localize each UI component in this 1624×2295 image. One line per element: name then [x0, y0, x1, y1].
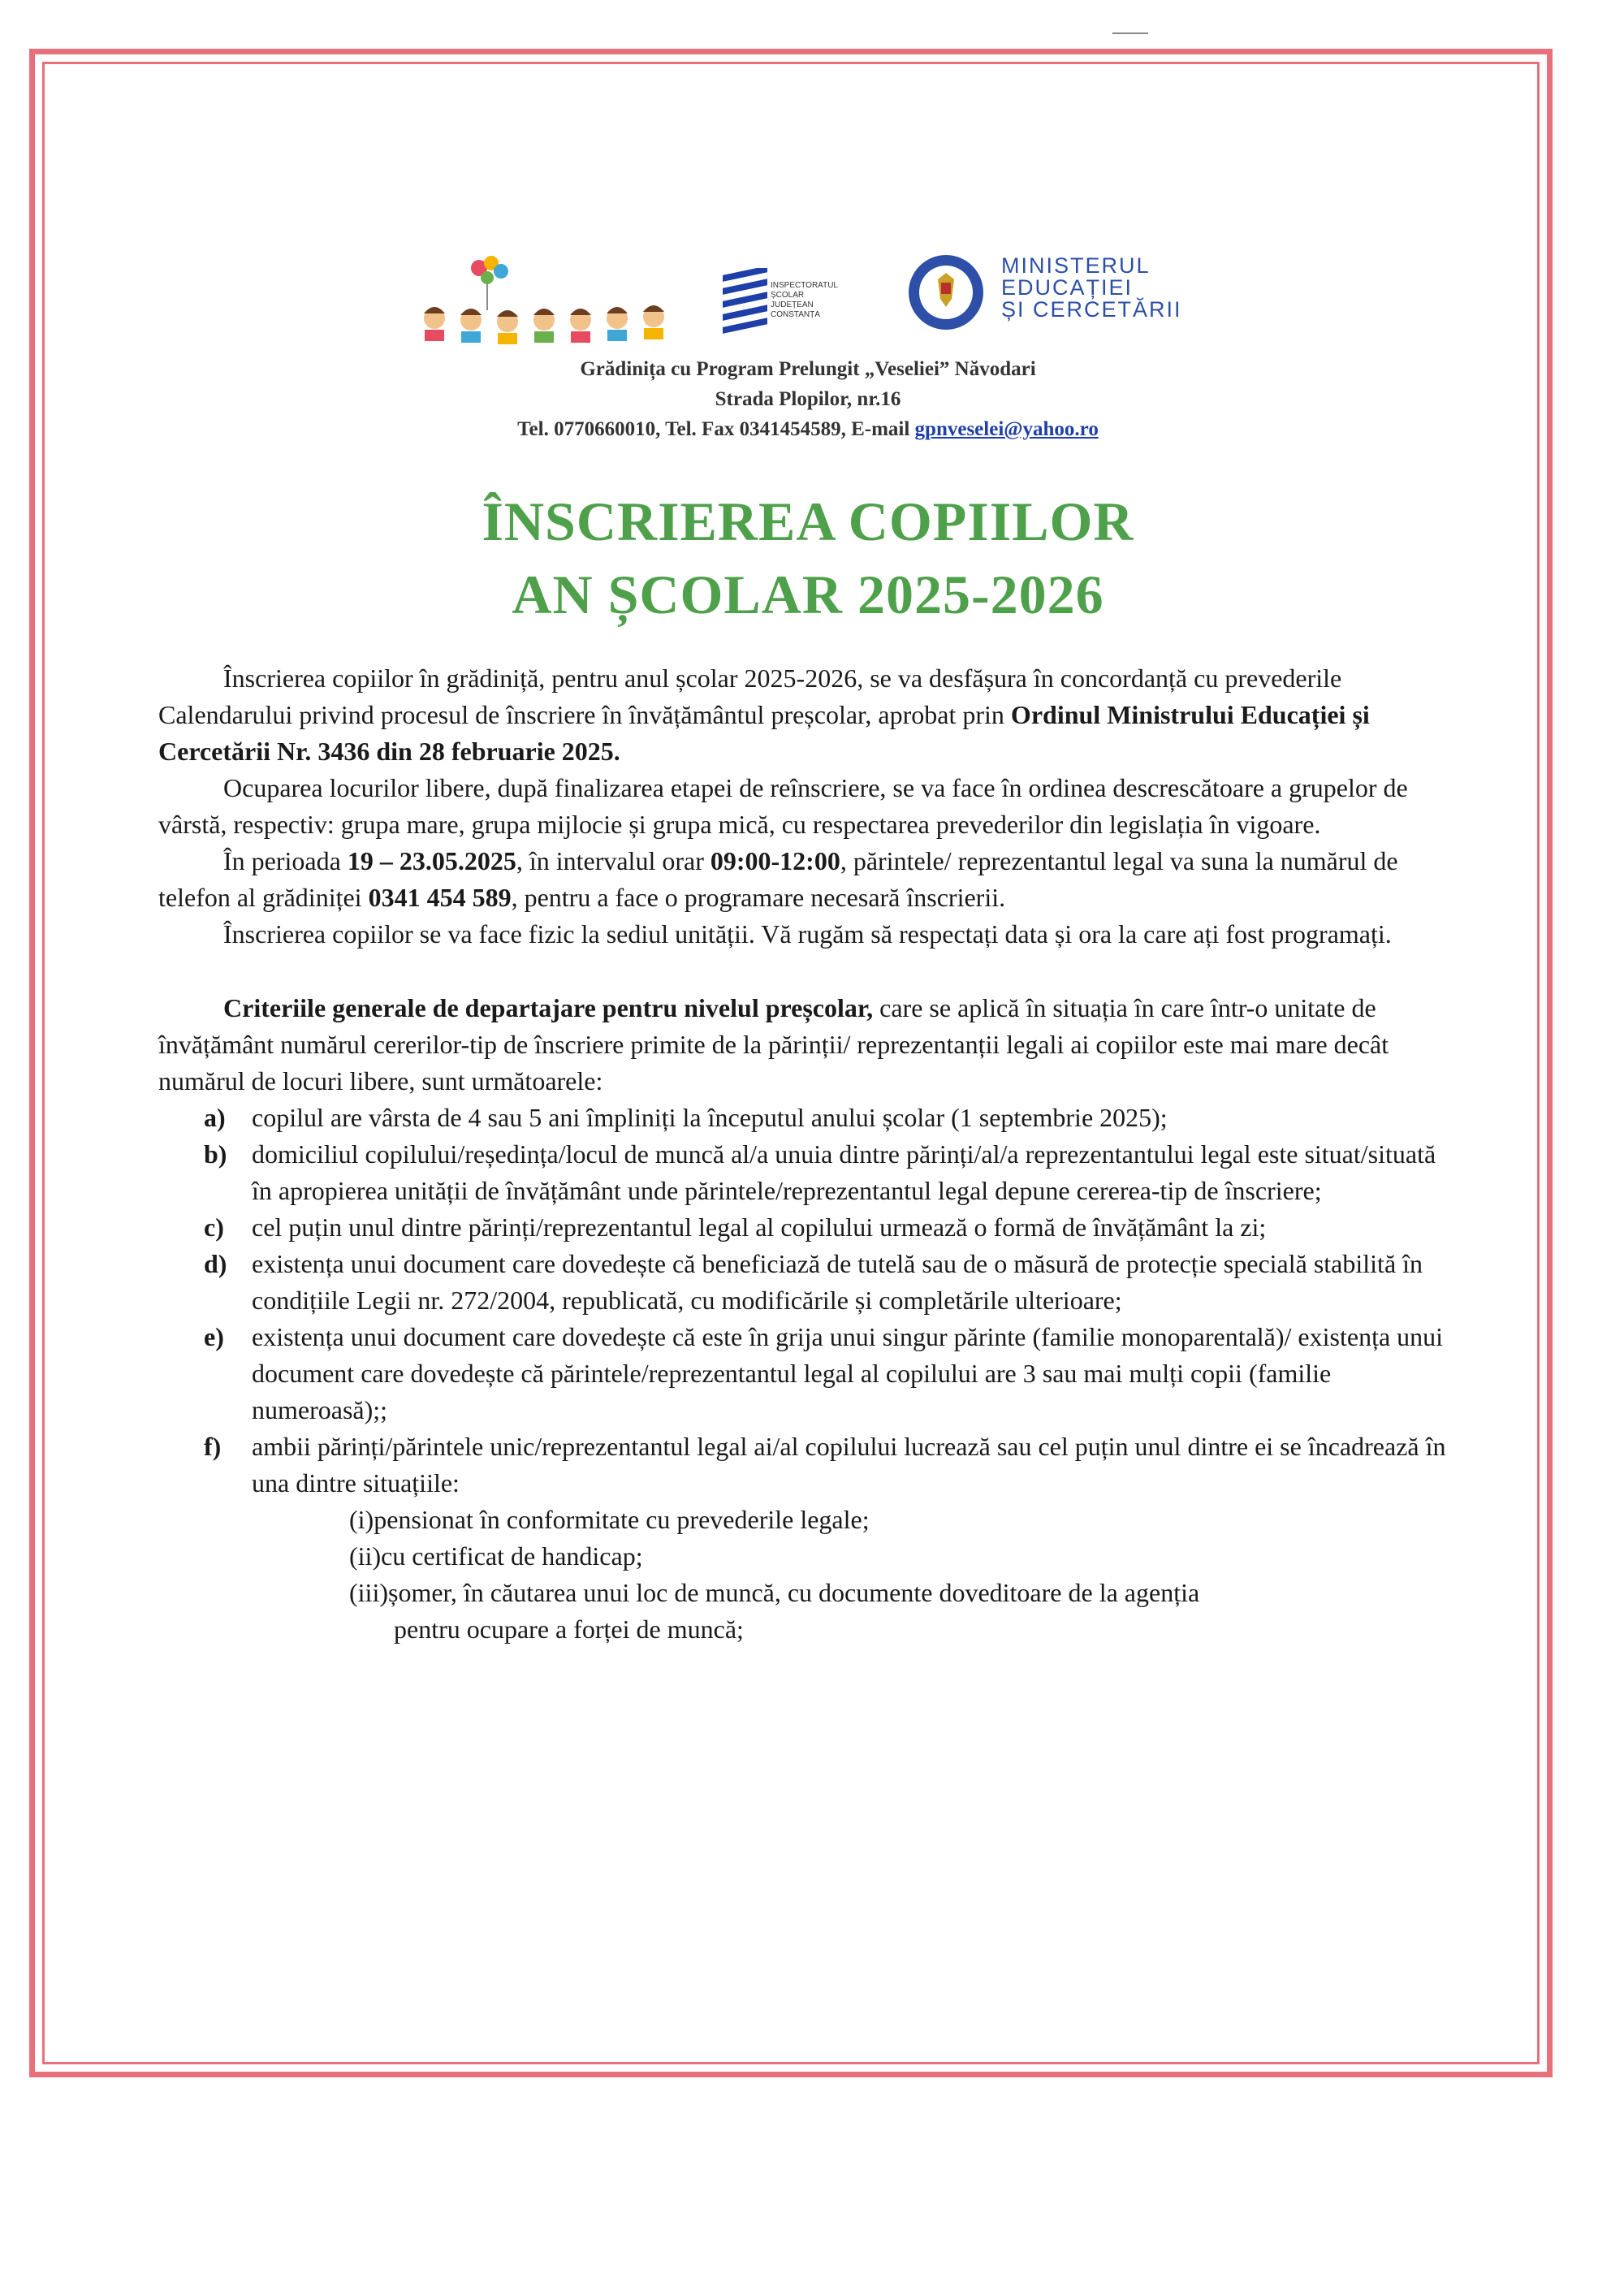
- list-item: f) ambii părinți/părintele unic/reprezentantul legal ai/al copilului lucrează sau cel puțin unul dintre ei se încadrează în una dintre situațiile:: [204, 1432, 1446, 1498]
- school-contact: Tel. 0770660010, Tel. Fax 0341454589, E-mail gpnveselei@yahoo.ro: [517, 418, 1099, 440]
- scan-mark: [1112, 32, 1148, 34]
- document-content: [158, 236, 1458, 1648]
- school-name: Grădinița cu Program Prelungit „Veseliei” Năvodari: [580, 358, 1036, 380]
- ministry-seal-icon: [905, 252, 991, 333]
- criteria-list: [158, 1100, 1458, 1502]
- ministry-name: MINISTERUL EDUCAȚIEI ȘI CERCETĂRII: [1001, 253, 1182, 322]
- svg-text:JUDEȚEAN: JUDEȚEAN: [771, 300, 814, 309]
- list-item: c) cel puțin unul dintre părinți/reprezentantul legal al copilului urmează o formă de învățământ la zi;: [204, 1212, 1267, 1242]
- svg-text:ȘCOLAR: ȘCOLAR: [771, 291, 805, 300]
- svg-text:CONSTANȚA: CONSTANȚA: [771, 310, 820, 319]
- svg-text:INSPECTORATUL: INSPECTORATUL: [771, 281, 838, 290]
- list-item: a) copilul are vârsta de 4 sau 5 ani împliniți la începutul anului școlar (1 septembrie 2025);: [204, 1103, 1168, 1132]
- announcement-body: [158, 660, 1458, 1648]
- paragraph-criteria-intro: Criteriile generale de departajare pentru nivelul preșcolar, care se aplică în situația în care într-o unitate de învățământ numărul cererilor-tip de înscriere primite de la părinții/ reprezentanții legali ai copiilor este mai mare decât numărul de locuri libere, sunt următoarele:: [158, 993, 1389, 1096]
- list-item: e) existența unui document care dovedește că este în grija unui singur părinte (familie monoparentală)/ existența unui document care dovedește că părintele/reprezentantul legal al copilului are 3 sau mai mulți copii (familie numeroasă);;: [204, 1322, 1444, 1424]
- school-inspectorate-logo: [719, 268, 881, 341]
- paragraph-registration: Înscrierea copiilor se va face fizic la sediul unității. Vă rugăm să respectați data și ora la care ați fost programați.: [223, 919, 1392, 949]
- list-item: d) existența unui document care dovedește că beneficiază de tutelă sau de o măsură de protecție specială stabilită în condițiile Legii nr. 272/2004, republicată, cu modificările și completările ulterioare;: [204, 1249, 1423, 1315]
- subcriterion-iii-continued: pentru ocupare a forței de muncă;: [394, 1614, 744, 1644]
- paragraph-schedule: În perioada 19 – 23.05.2025, în intervalul orar 09:00-12:00, părintele/ reprezentantul legal va suna la numărul de telefon al grădiniței 0341 454 589, pentru a face o programare necesară înscrierii.: [158, 846, 1398, 912]
- subcriterion-i: (i)pensionat în conformitate cu prevederile legale;: [349, 1505, 870, 1534]
- page-title: ÎNSCRIEREA COPIILOR AN ȘCOLAR 2025-2026: [482, 491, 1134, 625]
- subcriterion-ii: (ii)cu certificat de handicap;: [349, 1541, 643, 1571]
- ministry-logo: [905, 252, 1230, 333]
- logo-strip: [158, 236, 1458, 349]
- school-header: [158, 354, 1458, 444]
- school-address: Strada Plopilor, nr.16: [715, 388, 901, 410]
- paragraph-allocation: Ocuparea locurilor libere, după finalizarea etapei de reînscriere, se va face în ordinea descrescătoare a grupelor de vârstă, respectiv: grupa mare, grupa mijlocie și grupa mică, cu respectarea prevederilor din legislația în vigoare.: [158, 773, 1408, 839]
- kindergarten-logo: [410, 253, 686, 347]
- list-item: b) domiciliul copilului/reședința/locul de muncă al/a unuia dintre părinți/al/a reprezentantului legal este situat/situată în apropierea unității de învățământ unde părintele/reprezentantul legal depune cererea-tip de înscriere;: [204, 1139, 1436, 1205]
- email-link[interactable]: gpnveselei@yahoo.ro: [914, 418, 1099, 440]
- paragraph-intro: Înscrierea copiilor în grădiniță, pentru anul școlar 2025-2026, se va desfășura în concordanță cu prevederile Calendarului privind procesul de înscriere în învățământul preșcolar, aprobat prin Ordinul Ministrului Educației și Cercetării Nr. 3436 din 28 februarie 2025.: [158, 663, 1370, 766]
- subcriterion-iii: (iii)șomer, în căutarea unui loc de muncă, cu documente doveditoare de la agenția: [349, 1578, 1200, 1607]
